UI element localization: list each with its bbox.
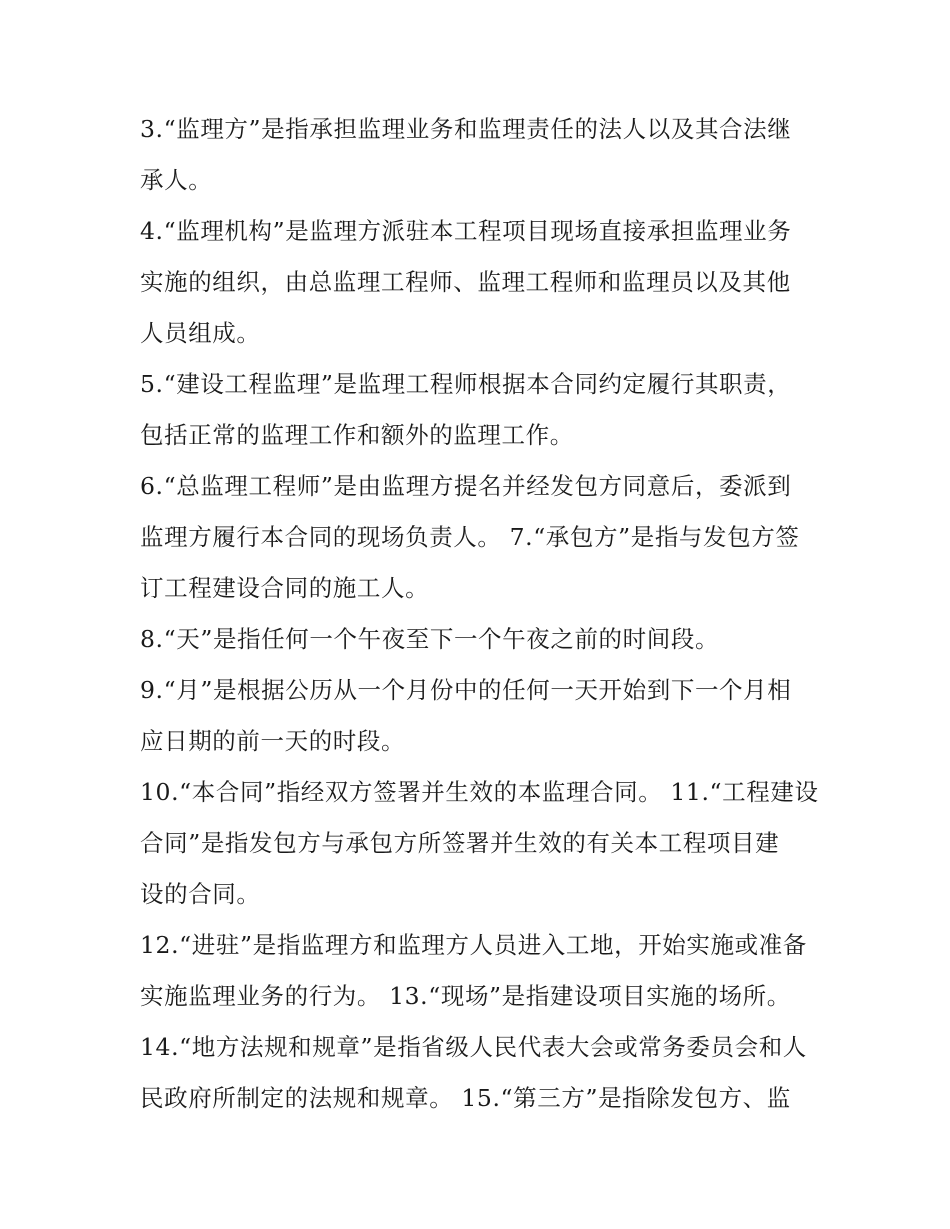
text-line: 承人。 [140,166,213,194]
text-line: 14.“地方法规和规章”是指省级人民代表大会或常务委员会和人 [140,1033,807,1061]
text-line: 5.“建设工程监理”是监理工程师根据本合同约定履行其职责， [140,370,792,398]
text-line: 民政府所制定的法规和规章。 15.“第三方”是指除发包方、监 [140,1084,791,1112]
text-line: 12.“进驻”是指监理方和监理方人员进入工地，开始实施或准备 [140,931,807,959]
text-line: 6.“总监理工程师”是由监理方提名并经发包方同意后，委派到 [140,472,792,500]
text-line: 4.“监理机构”是监理方派驻本工程项目现场直接承担监理业务 [140,217,792,245]
text-line: 监理方履行本合同的现场负责人。 7.“承包方”是指与发包方签 [140,523,800,551]
text-line: 实施的组织，由总监理工程师、监理工程师和监理员以及其他 [140,268,791,296]
text-line: 订工程建设合同的施工人。 [140,574,430,602]
text-line: 3.“监理方”是指承担监理业务和监理责任的法人以及其合法继 [140,115,792,143]
text-line: 应日期的前一天的时段。 [140,727,406,755]
text-line: 9.“月”是根据公历从一个月份中的任何一天开始到下一个月相 [140,676,792,704]
document-body [140,104,820,1124]
text-line: 包括正常的监理工作和额外的监理工作。 [140,421,574,449]
text-line: 人员组成。 [140,319,261,347]
text-line: 实施监理业务的行为。 13.“现场”是指建设项目实施的场所。 [140,982,791,1010]
text-line: 设的合同。 [140,880,261,908]
text-line: 10.“本合同”指经双方签署并生效的本监理合同。 11.“工程建设 [140,778,819,806]
text-line: 合同”是指发包方与承包方所签署并生效的有关本工程项目建 [140,829,780,857]
text-line: 8.“天”是指任何一个午夜至下一个午夜之前的时间段。 [140,625,720,653]
